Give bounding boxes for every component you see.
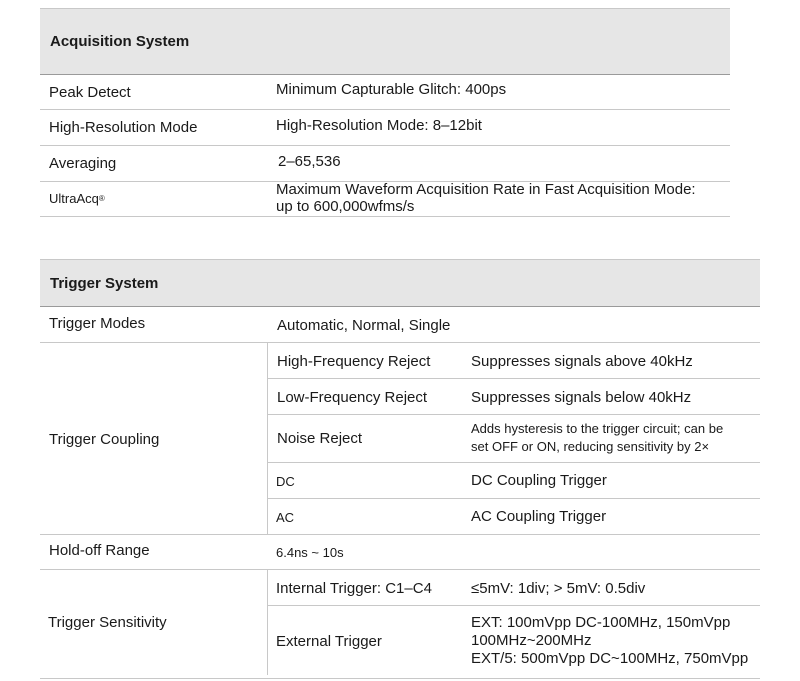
- coupling-desc-low-frequency-reject: Suppresses signals below 40kHz: [471, 388, 692, 406]
- column-divider: [267, 342, 268, 534]
- spec-label-trigger-coupling: Trigger Coupling: [49, 430, 160, 448]
- spec-value-ultraacq: [276, 180, 736, 216]
- spec-label-peak-detect: Peak Detect: [49, 84, 131, 101]
- sensitivity-name-internal-trigger: Internal Trigger: C1–C4: [276, 579, 432, 597]
- spec-label-averaging: Averaging: [49, 155, 117, 172]
- ultraacq-value-line-2: up to 600,000wfms/s: [276, 198, 415, 215]
- trigger-section-title: Trigger System: [50, 274, 159, 292]
- coupling-name-low-frequency-reject: Low-Frequency Reject: [277, 388, 428, 406]
- spec-label-trigger-modes: Trigger Modes: [49, 314, 146, 332]
- coupling-desc-high-frequency-reject: Suppresses signals above 40kHz: [471, 352, 693, 370]
- spec-value-hold-off-range: 6.4ns ~ 10s: [276, 545, 344, 560]
- coupling-desc-dc: DC Coupling Trigger: [471, 471, 607, 489]
- ultraacq-label-text: UltraAcq: [49, 191, 99, 206]
- sensitivity-name-external-trigger: External Trigger: [276, 632, 382, 650]
- spec-value-peak-detect: Minimum Capturable Glitch: 400ps: [276, 81, 507, 98]
- spec-label-high-resolution-mode: High-Resolution Mode: [49, 119, 198, 136]
- coupling-desc-noise-reject: [471, 415, 761, 462]
- external-trigger-desc-line-2: 100MHz~200MHz: [471, 632, 592, 649]
- spec-value-averaging: 2–65,536: [278, 153, 341, 170]
- trigger-section-header: [40, 259, 760, 307]
- table-bottom-border: [40, 678, 760, 679]
- spec-label-ultraacq: UltraAcq ®: [49, 191, 105, 206]
- sensitivity-desc-external-trigger: [471, 606, 776, 676]
- external-trigger-desc-line-1: EXT: 100mVpp DC-100MHz, 150mVpp: [471, 614, 731, 631]
- external-trigger-desc-line-3: EXT/5: 500mVpp DC~100MHz, 750mVpp: [471, 650, 749, 667]
- section-bottom-border: [40, 216, 730, 217]
- acquisition-section-title: Acquisition System: [50, 33, 190, 50]
- coupling-name-dc: DC: [276, 473, 295, 489]
- noise-reject-desc-line-1: Adds hysteresis to the trigger circuit; can be: [471, 421, 724, 436]
- coupling-name-high-frequency-reject: High-Frequency Reject: [277, 352, 431, 370]
- coupling-name-ac: AC: [276, 509, 295, 525]
- noise-reject-desc-line-2: set OFF or ON, reducing sensitivity by 2×: [471, 439, 710, 454]
- spec-label-hold-off-range: Hold-off Range: [49, 542, 150, 559]
- column-divider: [267, 569, 268, 675]
- acquisition-section-header: [40, 8, 730, 75]
- coupling-name-noise-reject: Noise Reject: [277, 430, 363, 447]
- sensitivity-desc-internal-trigger: ≤5mV: 1div; > 5mV: 0.5div: [471, 579, 646, 597]
- coupling-desc-ac: AC Coupling Trigger: [471, 507, 607, 525]
- spec-label-trigger-sensitivity: Trigger Sensitivity: [48, 613, 167, 631]
- spec-value-high-resolution-mode: High-Resolution Mode: 8–12bit: [276, 117, 482, 134]
- ultraacq-value-line-1: Maximum Waveform Acquisition Rate in Fast Acquisition Mode:: [276, 181, 696, 198]
- spec-value-trigger-modes: Automatic, Normal, Single: [277, 316, 451, 334]
